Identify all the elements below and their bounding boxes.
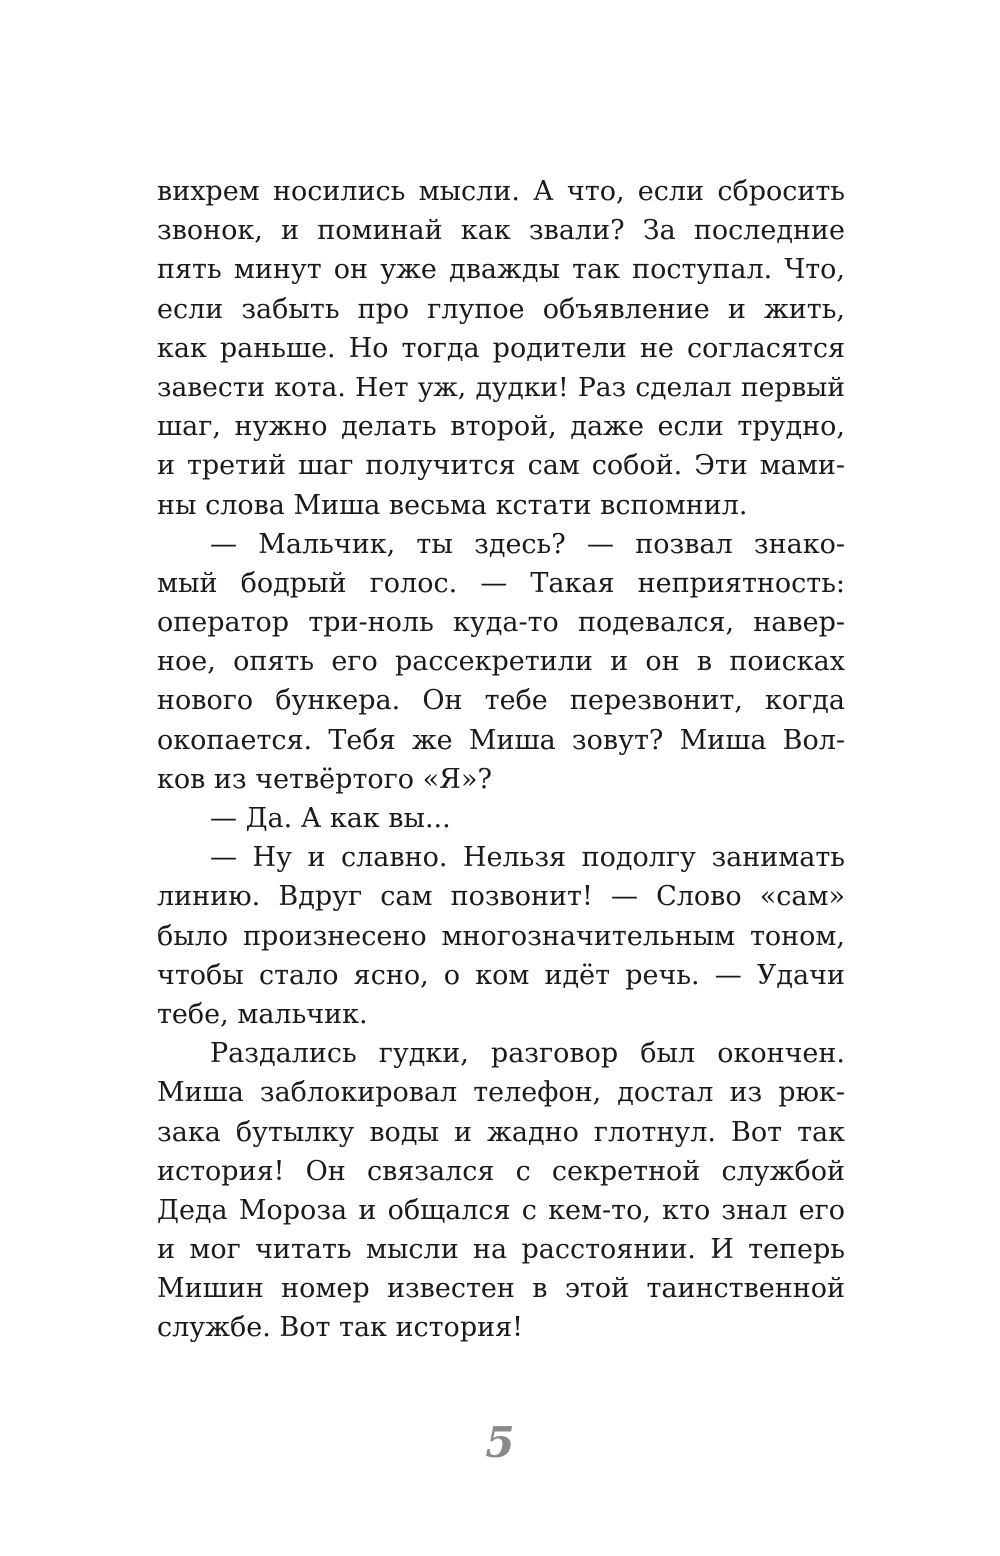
text-line: — Да. А как вы... — [210, 803, 451, 834]
text-line: шаг, нужно делать второй, даже если трудно, — [157, 411, 845, 443]
text-line: нового бункера. Он тебе перезвонит, когда — [157, 685, 845, 717]
text-line: чтобы стало ясно, о ком идёт речь. — Удачи — [157, 959, 845, 991]
text-line: тебе, мальчик. — [157, 998, 368, 1030]
text-line: мый бодрый голос. — Такая неприятность: — [157, 567, 845, 599]
text-line: ное, опять его рассекретили и он в поисках — [157, 646, 845, 678]
text-line: было произнесено многозначительным тоном, — [157, 920, 845, 952]
text-line: как раньше. Но тогда родители не согласятся — [157, 332, 845, 364]
text-line: Миша заблокировал телефон, достал из рюк- — [157, 1077, 845, 1109]
text-line: — Мальчик, ты здесь? — позвал знако- — [210, 528, 845, 560]
page-number: 5 — [485, 1418, 515, 1467]
text-line: Раздались гудки, разговор был окончен. — [210, 1038, 845, 1070]
text-line: завести кота. Нет уж, дудки! Раз сделал первый — [157, 371, 845, 403]
text-line: ны слова Миша весьма кстати вспомнил. — [157, 489, 748, 521]
text-line: история! Он связался с секретной службой — [157, 1155, 845, 1187]
text-line: пять минут он уже дважды так поступал. Что, — [157, 254, 845, 286]
text-line: ков из четвёртого «Я»? — [157, 763, 492, 795]
text-line: линию. Вдруг сам позвонит! — Слово «сам» — [157, 881, 845, 913]
text-line: службе. Вот так история! — [157, 1312, 523, 1344]
text-line: Деда Мороза и общался с кем-то, кто знал его — [157, 1194, 845, 1226]
body-text — [157, 172, 845, 1348]
text-line: и мог читать мысли на расстоянии. И теперь — [157, 1234, 845, 1266]
text-line: зака бутылку воды и жадно глотнул. Вот так — [157, 1116, 845, 1148]
text-line: Мишин номер известен в этой таинственной — [157, 1273, 845, 1305]
text-line: — Ну и славно. Нельзя подолгу занимать — [210, 842, 845, 874]
text-line: оператор три-ноль куда-то подевался, навер- — [157, 607, 845, 639]
text-line: звонок, и поминай как звали? За последние — [157, 215, 845, 247]
text-line: окопается. Тебя же Миша зовут? Миша Вол- — [157, 724, 845, 756]
text-line: вихрем носились мысли. А что, если сбросить — [157, 176, 845, 207]
text-line: если забыть про глупое объявление и жить, — [157, 293, 845, 325]
text-line: и третий шаг получится сам собой. Эти мами- — [157, 450, 845, 482]
